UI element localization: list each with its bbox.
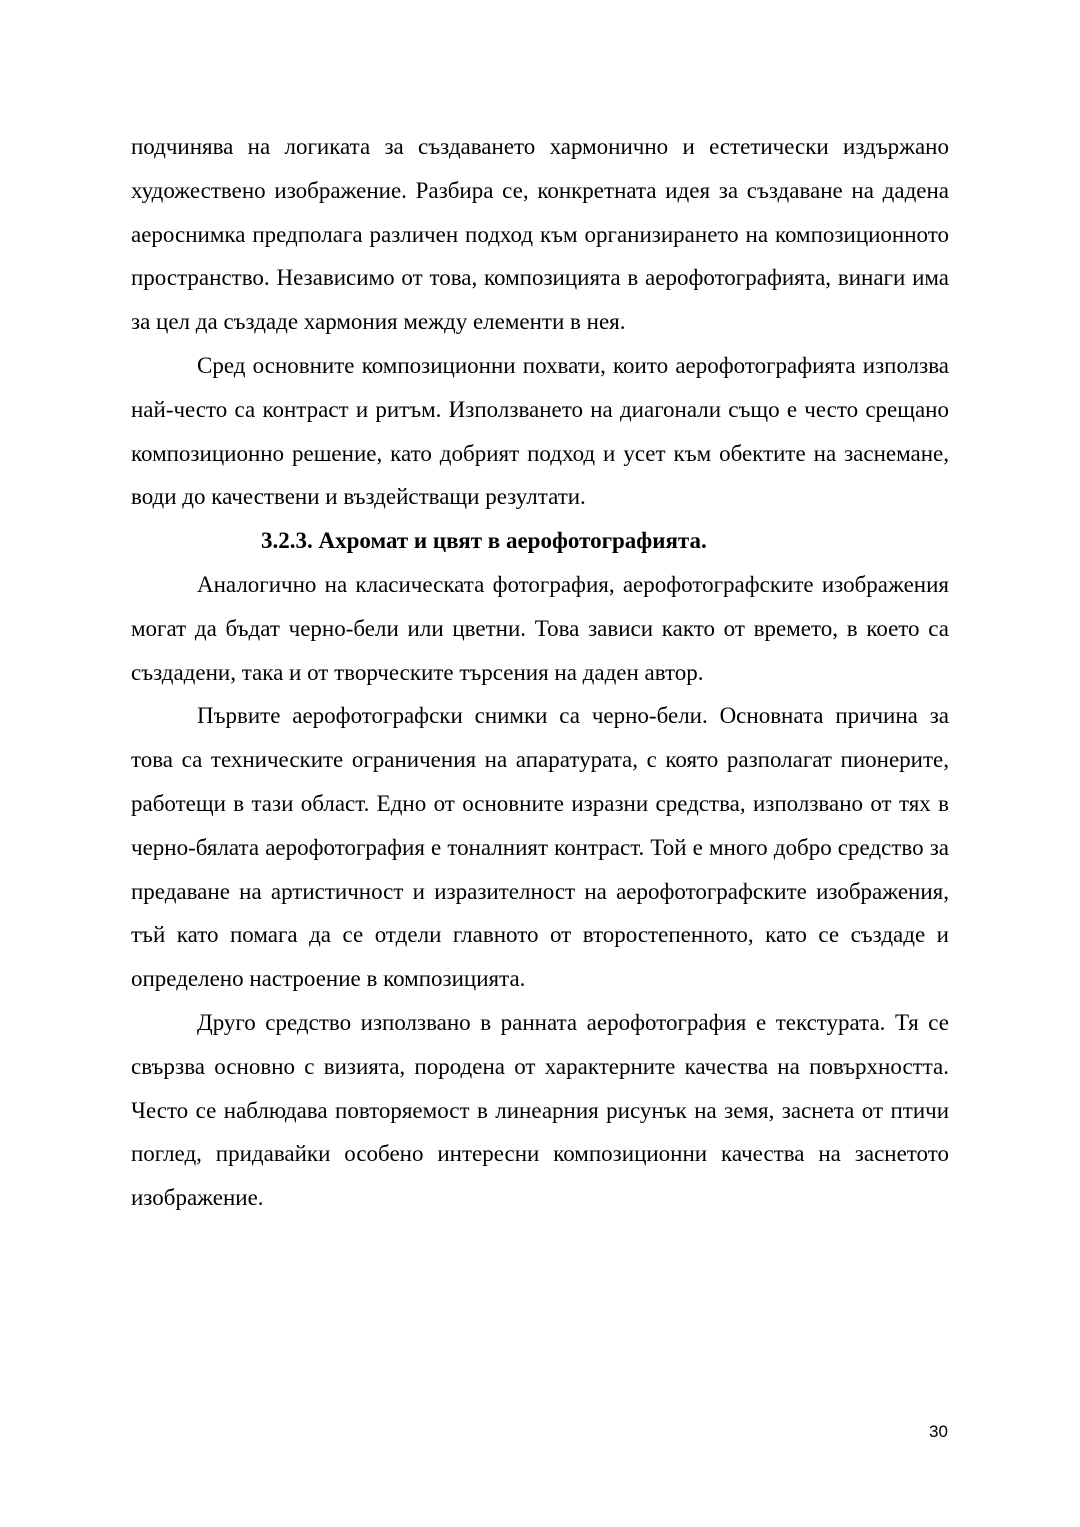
page-number: 30 [929, 1422, 948, 1441]
paragraph-texture: Друго средство използвано в ранната аерофотография е текстурата. Тя се свързва основно с визията, породена от характерните качества на повърхността. Често се наблюдава повторяемост в линеарния рисунък на земя, заснета от птичи поглед, придавайки особено интересни композиционни качества на заснетото изображение. [131, 1009, 949, 1211]
paragraph-first-aerial-photos: Първите аерофотографски снимки са черно-бели. Основната причина за това са техническите ограничения на апаратурата, с която разполагат пионерите, работещи в тази област. Едно от основните изразни средства, използвано от тях в черно-бялата аерофотография е тоналният контраст. Той е много добро средство за предаване на артистичност и изразителност на аерофотографските изображения, тъй като помага да се отдели главното от второстепенното, като се създаде и определено настроение в композицията. [131, 703, 949, 992]
paragraph-composition-techniques: Сред основните композиционни похвати, които аерофотографията използва най-често са контраст и ритъм. Използването на диагонали също е често срещано композиционно решение, като добрият подход и усет към обектите на заснемане, води до качествени и въздействащи резултати. [131, 352, 949, 510]
paragraph-composition-continued: подчинява на логиката за създаването хармонично и естетически издържано художествено изображение. Разбира се, конкретната идея за създаване на дадена аероснимка предполага различен подход към организирането на композиционното пространство. Независимо от това, композицията в аерофотографията, винаги има за цел да създаде хармония между елементи в нея. [131, 134, 949, 335]
paragraph-bw-or-color: Аналогично на класическата фотография, аерофотографските изображения могат да бъдат черно-бели или цветни. Това зависи както от времето, в което са създадени, така и от творческите търсения на даден автор. [131, 571, 949, 685]
page-body [131, 125, 949, 1220]
section-heading: 3.2.3. Ахромат и цвят в аерофотографията. [261, 528, 707, 554]
